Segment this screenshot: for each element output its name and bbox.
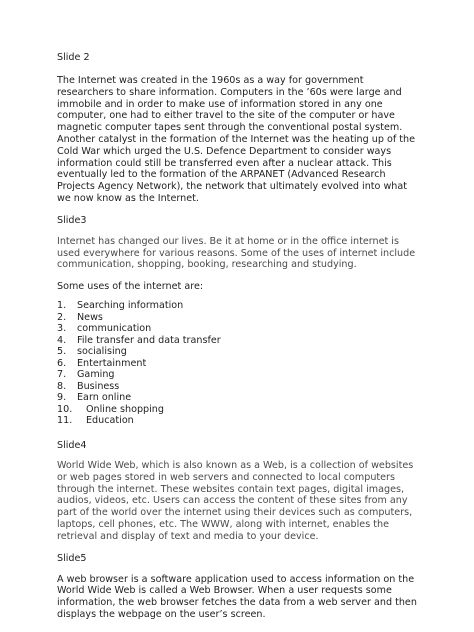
list-item-text: Searching information — [77, 299, 184, 311]
paragraph-line: immobile and in order to make use of information stored in any one — [57, 98, 383, 110]
list-item — [57, 392, 445, 404]
paragraph-line: through the internet. These websites contain text pages, digital images, — [57, 483, 405, 495]
list-number: 4. — [57, 334, 67, 346]
list-number: 2. — [57, 311, 67, 323]
paragraph-line: eventually led to the formation of the ARPANET (Advanced Research — [57, 169, 386, 181]
paragraph-line: part of the world over the internet using their devices such as computers, — [57, 507, 413, 519]
list-item — [57, 323, 445, 335]
list-number: 5. — [57, 346, 67, 358]
list-item — [57, 369, 445, 381]
list-item — [57, 300, 445, 312]
list-number: 6. — [57, 357, 67, 369]
list-item — [57, 358, 445, 370]
slide-2-paragraph — [57, 75, 445, 205]
list-item — [57, 381, 445, 393]
paragraph-line: The Internet was created in the 1960s as a way for government — [57, 75, 364, 86]
list-number: 1. — [57, 299, 67, 311]
list-number: 3. — [57, 323, 67, 335]
slide-2-section — [57, 52, 445, 205]
paragraph-line: Internet has changed our lives. Be it at home or in the office internet is — [57, 235, 399, 247]
paragraph-line: laptops, cell phones, etc. The WWW, along with internet, enables the — [57, 518, 389, 530]
paragraph-line: World Wide Web is called a Web Browser. When a user requests some — [57, 585, 392, 597]
list-item-text: File transfer and data transfer — [77, 334, 221, 346]
paragraph-line: magnetic computer tapes sent through the conventional postal system. — [57, 122, 403, 134]
list-item — [57, 335, 445, 347]
slide-5-heading: Slide5 — [57, 552, 87, 564]
list-item-text: Entertainment — [77, 357, 147, 369]
document-page — [57, 52, 445, 621]
list-item — [57, 415, 445, 427]
paragraph-line: researchers to share information. Computers in the ’60s were large and — [57, 86, 402, 98]
slide-3-heading: Slide3 — [57, 214, 87, 226]
paragraph-line: Projects Agency Network), the network that ultimately evolved into what — [57, 181, 408, 193]
paragraph-line: communication, shopping, booking, researching and studying. — [57, 259, 357, 271]
list-number: 7. — [57, 369, 67, 381]
paragraph-line: we now know as the Internet. — [57, 192, 199, 204]
paragraph-line: Cold War which urged the U.S. Defence Department to consider ways — [57, 145, 392, 157]
list-item-text: Earn online — [77, 392, 132, 404]
list-number: 10. — [57, 403, 73, 415]
list-item-text: Online shopping — [86, 403, 164, 415]
slide-4-heading: Slide4 — [57, 439, 87, 451]
paragraph-line: Another catalyst in the formation of the Internet was the heating up of the — [57, 133, 416, 145]
list-item-text: communication — [77, 323, 152, 335]
slide-3-list-intro: Some uses of the internet are: — [57, 281, 204, 293]
paragraph-line: displays the webpage on the user’s screen. — [57, 608, 266, 620]
paragraph-line: retrieval and display of text and media to your device. — [57, 530, 319, 542]
slide-4-section — [57, 440, 445, 543]
list-item-text: News — [77, 311, 103, 323]
list-number: 8. — [57, 380, 67, 392]
list-item — [57, 312, 445, 324]
slide-3-section — [57, 215, 445, 427]
list-item-text: Business — [77, 380, 120, 392]
paragraph-line: World Wide Web, which is also known as a Web, is a collection of websites — [57, 459, 414, 471]
paragraph-line: audios, videos, etc. Users can access the content of these sites from any — [57, 495, 408, 507]
slide-5-section — [57, 553, 445, 621]
paragraph-line: information could still be transferred even after a nuclear attack. This — [57, 157, 392, 169]
internet-uses-list — [57, 300, 445, 427]
slide-3-intro-paragraph — [57, 236, 445, 271]
paragraph-line: computer, one had to either travel to the site of the computer or have — [57, 110, 395, 122]
paragraph-line: A web browser is a software application used to access information on the — [57, 573, 415, 585]
list-item — [57, 346, 445, 358]
paragraph-line: or web pages stored in web servers and connected to local computers — [57, 471, 396, 483]
paragraph-line: information, the web browser fetches the data from a web server and then — [57, 597, 417, 609]
list-item-text: Education — [86, 415, 134, 427]
slide-4-paragraph — [57, 460, 445, 543]
slide-5-paragraph — [57, 574, 445, 621]
paragraph-line: used everywhere for various reasons. Some of the uses of internet include — [57, 247, 416, 259]
list-number: 9. — [57, 392, 67, 404]
list-item-text: socialising — [77, 346, 127, 358]
slide-2-heading: Slide 2 — [57, 52, 90, 63]
list-item-text: Gaming — [77, 369, 115, 381]
list-item — [57, 404, 445, 416]
list-number: 11. — [57, 415, 73, 427]
